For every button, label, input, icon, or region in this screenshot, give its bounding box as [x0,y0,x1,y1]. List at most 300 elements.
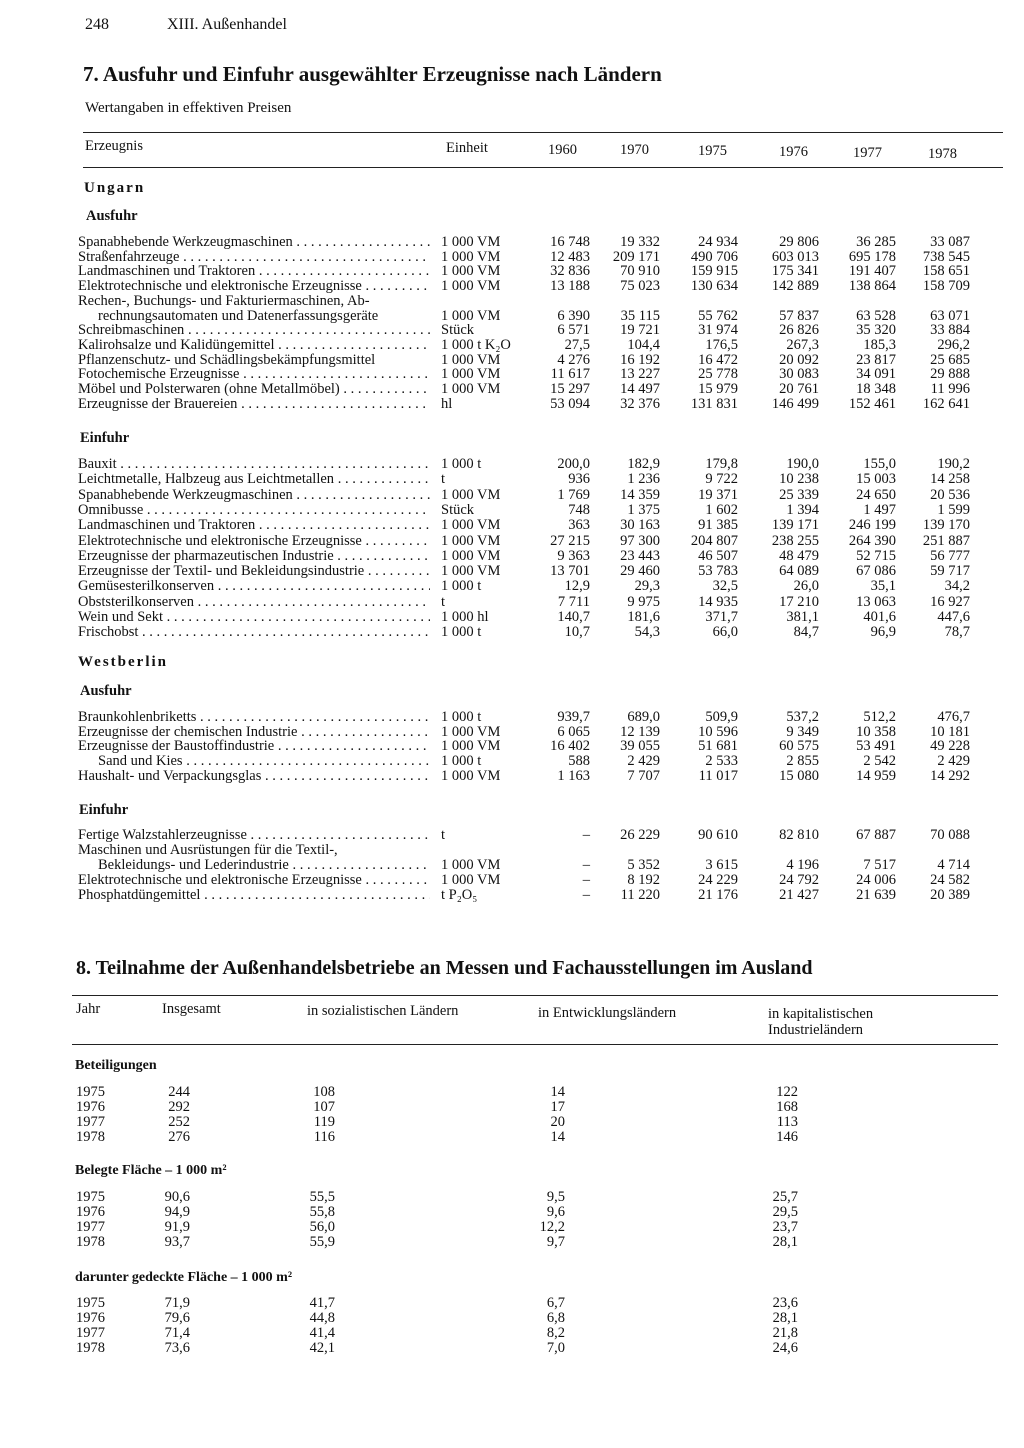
cell-1975: 14 935 [698,593,738,610]
row-label: Bekleidungs- und Lederindustrie . . . [78,858,430,873]
cell-1975: 490 706 [690,248,738,265]
row-label: Erzeugnisse der pharmazeutischen Industrie . . . [78,549,430,564]
cell-1977: 24 006 [856,872,896,888]
row-unit: t [441,593,446,610]
cell-1977: 264 390 [848,532,896,549]
cell-1960: 200,0 [557,456,590,472]
cell-1975: 32,5 [712,578,738,595]
row-year: 1975 [76,1295,105,1311]
cell-1970: 14 359 [620,486,660,503]
cell-1978: 49 228 [930,738,970,755]
row-unit: 1 000 t [441,624,482,641]
table-row [0,625,1024,640]
row-year: 1977 [76,1325,105,1341]
table-row [0,873,1024,888]
row-label: Sand und Kies . . . [78,754,430,769]
cell-1975: 176,5 [705,336,738,353]
cell-1970: 29 460 [620,563,660,580]
cell-1977: 13 063 [856,593,896,610]
cell-value: 42,1 [309,1340,335,1356]
cell-1975: 16 472 [698,351,738,368]
cell-1977: 1 497 [863,501,896,518]
table7-header-rule [83,167,1003,168]
cell-1970: 23 443 [620,547,660,564]
table-row [0,1085,1024,1100]
cell-value: 6,7 [546,1295,565,1311]
cell-1970: 29,3 [634,578,660,595]
cell-value: 23,6 [772,1295,798,1311]
cell-1970: 209 171 [612,248,660,265]
cell-1970: 39 055 [620,738,660,755]
cell-1978: 139 170 [922,517,970,534]
cell-1960: – [582,872,590,888]
cell-1978: 162 641 [922,395,970,412]
table-row [0,769,1024,784]
cell-1970: 16 192 [620,351,660,368]
row-unit: 1 000 VM [441,857,501,873]
table-row [0,579,1024,594]
cell-1960: 13 188 [550,278,590,295]
table7-title: 7. Ausfuhr und Einfuhr ausgewählter Erzeugnisse nach Ländern [83,62,662,86]
cell-1978: 251 887 [922,532,970,549]
cell-1970: 19 332 [620,234,660,250]
cell-value: 25,7 [772,1189,798,1205]
table-row [0,1235,1024,1250]
cell-1960: 10,7 [564,624,590,641]
row-year: 1975 [76,1189,105,1205]
cell-1960: 12 483 [550,248,590,265]
table-row [0,382,1024,397]
page-header [85,16,287,34]
cell-1977: 401,6 [863,609,896,625]
cell-1978: 1 599 [937,501,970,518]
cell-value: 55,9 [309,1234,335,1250]
cell-1976: 26 826 [779,322,819,339]
cell-value: 108 [313,1084,335,1100]
col-product: Erzeugnis [85,138,143,154]
cell-1960: 13 701 [550,563,590,580]
cell-1978: 33 884 [930,322,970,339]
cell-1976: 17 210 [779,593,819,610]
cell-1977: 695 178 [848,248,896,265]
cell-1976: 4 196 [786,857,819,873]
cell-1977: 35 320 [856,322,896,339]
row-label: Rechen-, Buchungs- und Fakturiermaschinen, Ab- [78,293,370,309]
row-unit: t P₂O₅ [441,887,478,903]
table-row [0,1205,1024,1220]
cell-value: 168 [776,1099,798,1115]
row-unit: 1 000 VM [441,366,501,383]
cell-1960: 588 [568,753,590,770]
cell-1977: 67 086 [856,563,896,580]
cell-1978: 2 429 [937,753,970,770]
cell-1976: 20 092 [779,351,819,368]
section-westberlin: Westberlin [78,654,168,670]
cell-1977: 14 959 [856,767,896,784]
t8-col-capitalist: in kapitalistischen Industrieländern [768,1006,874,1038]
table-row [0,710,1024,725]
cell-1976: 15 080 [779,767,819,784]
group-westberlin-einfuhr: Einfuhr [79,802,129,818]
row-label: Fertige Walzstahlerzeugnisse . . . [78,828,430,843]
row-year: 1978 [76,1234,105,1250]
cell-1960: 6 390 [557,307,590,324]
group-westberlin-ausfuhr: Ausfuhr [80,683,132,699]
row-unit: 1 000 VM [441,278,501,295]
cell-value: 9,7 [546,1234,565,1250]
cell-value: 9,6 [546,1204,565,1220]
col-year-1976: 1976 [779,144,808,160]
cell-value: 94,9 [164,1204,190,1220]
cell-1960: 4 276 [557,351,590,368]
cell-1975: 204 807 [690,532,738,549]
cell-1975: 2 533 [705,753,738,770]
cell-value: 41,4 [309,1325,335,1341]
cell-1977: 21 639 [856,887,896,903]
cell-1975: 131 831 [690,395,738,412]
cell-value: 14 [550,1129,565,1145]
cell-1977: 67 887 [856,827,896,843]
cell-1976: 9 349 [786,723,819,740]
cell-1960: 12,9 [564,578,590,595]
row-year: 1977 [76,1219,105,1235]
cell-1976: 84,7 [793,624,819,641]
row-label: Leichtmetalle, Halbzeug aus Leichtmetallen . . . [78,472,430,487]
cell-value: 276 [168,1129,190,1145]
cell-1978: 738 545 [922,248,970,265]
cell-1970: 14 497 [620,381,660,397]
table-row [0,503,1024,518]
cell-1978: 56 777 [930,547,970,564]
cell-1970: 104,4 [627,336,660,353]
table-row [0,843,1024,858]
cell-1970: 12 139 [620,723,660,740]
cell-1976: 20 761 [779,381,819,397]
cell-1976: 139 171 [771,517,819,534]
cell-value: 71,4 [164,1325,190,1341]
cell-1976: 25 339 [779,486,819,503]
cell-value: 8,2 [546,1325,565,1341]
table-row [0,1311,1024,1326]
row-label: Haushalt- und Verpackungsglas . . . [78,769,430,784]
row-label: Landmaschinen und Traktoren . . . [78,264,430,279]
table-row [0,338,1024,353]
cell-value: 119 [313,1114,335,1130]
row-label: Elektrotechnische und elektronische Erzeugnisse . . . [78,873,430,888]
cell-1960: 53 094 [550,395,590,412]
cell-1977: 23 817 [856,351,896,368]
cell-1960: – [582,887,590,903]
cell-1975: 159 915 [690,263,738,280]
row-unit: 1 000 VM [441,563,501,580]
row-unit: 1 000 VM [441,767,501,784]
cell-1978: 190,2 [937,456,970,472]
cell-1977: 35,1 [870,578,896,595]
cell-1970: 19 721 [620,322,660,339]
table-row [0,457,1024,472]
cell-1978: 11 996 [930,381,970,397]
cell-value: 113 [776,1114,798,1130]
cell-1970: 35 115 [620,307,660,324]
cell-1975: 91 385 [698,517,738,534]
t8-col-year: Jahr [76,1001,101,1017]
table-row [0,549,1024,564]
cell-1975: 11 017 [698,767,738,784]
cell-1975: 66,0 [712,624,738,641]
row-unit: 1 000 hl [441,609,489,625]
row-unit: 1 000 VM [441,532,501,549]
group-ungarn-ausfuhr: Ausfuhr [86,208,138,224]
table-row [0,534,1024,549]
cell-1970: 97 300 [620,532,660,549]
cell-1960: 1 163 [557,767,590,784]
cell-1977: 185,3 [863,336,896,353]
cell-1960: 936 [568,471,590,488]
cell-value: 252 [168,1114,190,1130]
cell-1970: 11 220 [620,887,660,903]
col-year-1960: 1960 [548,142,577,158]
row-year: 1976 [76,1310,105,1326]
row-unit: 1 000 t [441,753,482,770]
cell-1960: 27,5 [564,336,590,353]
table-row [0,1130,1024,1145]
table-row [0,472,1024,487]
cell-1970: 5 352 [627,857,660,873]
table-row [0,488,1024,503]
cell-1977: 24 650 [856,486,896,503]
row-label: Erzeugnisse der Textil- und Bekleidungsindustrie . . . [78,564,430,579]
cell-value: 79,6 [164,1310,190,1326]
row-unit: 1 000 VM [441,738,501,755]
cell-1975: 179,8 [705,456,738,472]
cell-1970: 1 236 [627,471,660,488]
cell-1975: 509,9 [705,709,738,725]
row-label: Pflanzenschutz- und Schädlingsbekämpfungsmittel [78,352,376,368]
row-unit: 1 000 t [441,709,482,725]
cell-1978: 24 582 [930,872,970,888]
cell-1960: 32 836 [550,263,590,280]
cell-1960: 939,7 [557,709,590,725]
cell-1977: 7 517 [863,857,896,873]
row-unit: 1 000 VM [441,307,501,324]
cell-1978: 20 389 [930,887,970,903]
cell-1975: 51 681 [698,738,738,755]
cell-1976: 537,2 [786,709,819,725]
cell-value: 28,1 [772,1234,798,1250]
cell-value: 91,9 [164,1219,190,1235]
cell-1978: 10 181 [930,723,970,740]
cell-1977: 246 199 [848,517,896,534]
cell-value: 24,6 [772,1340,798,1356]
cell-1976: 24 792 [779,872,819,888]
row-label: Phosphatdüngemittel . . . [78,888,430,903]
row-unit: 1 000 VM [441,517,501,534]
cell-1978: 63 071 [930,307,970,324]
row-unit: t [441,471,446,488]
cell-value: 55,5 [309,1189,335,1205]
cell-1976: 57 837 [779,307,819,324]
cell-1970: 30 163 [620,517,660,534]
row-unit: 1 000 VM [441,486,501,503]
table-row [0,888,1024,903]
cell-1960: 11 617 [550,366,590,383]
cell-value: 29,5 [772,1204,798,1220]
cell-1975: 53 783 [698,563,738,580]
cell-value: 56,0 [309,1219,335,1235]
cell-1976: 26,0 [793,578,819,595]
cell-1978: 59 717 [930,563,970,580]
cell-1976: 60 575 [779,738,819,755]
cell-1977: 155,0 [863,456,896,472]
table-row [0,1190,1024,1205]
cell-1977: 34 091 [856,366,896,383]
cell-value: 55,8 [309,1204,335,1220]
cell-1970: 1 375 [627,501,660,518]
cell-1960: 27 215 [550,532,590,549]
row-label: Gemüsesterilkonserven . . . [78,579,430,594]
cell-1970: 32 376 [620,395,660,412]
cell-1978: 70 088 [930,827,970,843]
cell-value: 17 [550,1099,565,1115]
cell-1976: 10 238 [779,471,819,488]
cell-1976: 175 341 [771,263,819,280]
group-ungarn-einfuhr: Einfuhr [80,430,130,446]
cell-value: 41,7 [309,1295,335,1311]
cell-1960: 1 769 [557,486,590,503]
row-label: Kalirohsalze und Kalidüngemittel . . . [78,338,430,353]
cell-value: 14 [550,1084,565,1100]
table-row [0,858,1024,873]
cell-1977: 63 528 [856,307,896,324]
row-year: 1976 [76,1099,105,1115]
table7-subtitle: Wertangaben in effektiven Preisen [85,100,292,116]
cell-1976: 29 806 [779,234,819,250]
page-number: 248 [85,16,109,33]
row-label: Spanabhebende Werkzeugmaschinen . . . [78,235,430,250]
table-row [0,235,1024,250]
row-unit: Stück [441,322,475,339]
cell-1977: 10 358 [856,723,896,740]
cell-1960: 6 571 [557,322,590,339]
cell-1975: 15 979 [698,381,738,397]
cell-value: 20 [550,1114,565,1130]
cell-value: 73,6 [164,1340,190,1356]
row-unit: 1 000 VM [441,263,501,280]
cell-1978: 33 087 [930,234,970,250]
cell-1976: 30 083 [779,366,819,383]
row-label: Omnibusse . . . [78,503,430,518]
cell-1978: 34,2 [944,578,970,595]
row-label: Bauxit . . . [78,457,430,472]
t8-group-belegte-flaeche: Belegte Fläche – 1 000 m² [75,1163,227,1178]
row-year: 1976 [76,1204,105,1220]
cell-1976: 142 889 [771,278,819,295]
cell-1970: 70 910 [620,263,660,280]
cell-value: 71,9 [164,1295,190,1311]
row-unit: 1 000 VM [441,547,501,564]
cell-1960: 6 065 [557,723,590,740]
cell-1976: 64 089 [779,563,819,580]
table7-top-rule [83,132,1003,133]
row-label: Erzeugnisse der chemischen Industrie . . . [78,725,430,740]
t8-col-total: Insgesamt [162,1001,221,1017]
table-row [0,1115,1024,1130]
cell-1975: 90 610 [698,827,738,843]
cell-1978: 14 258 [930,471,970,488]
cell-1975: 371,7 [705,609,738,625]
cell-1978: 16 927 [930,593,970,610]
section-ungarn: Ungarn [84,180,146,196]
cell-1960: 9 363 [557,547,590,564]
table-row [0,828,1024,843]
cell-1976: 21 427 [779,887,819,903]
row-unit: 1 000 VM [441,872,501,888]
row-label: rechnungsautomaten und Datenerfassungsgeräte [98,308,379,324]
row-label: Landmaschinen und Traktoren . . . [78,518,430,533]
cell-value: 244 [168,1084,190,1100]
row-label: Maschinen und Ausrüstungen für die Textil-, [78,843,338,858]
table-row [0,397,1024,412]
row-unit: 1 000 VM [441,381,501,397]
cell-1960: 748 [568,501,590,518]
t8-col-developing: in Entwicklungsländern [538,1005,677,1021]
cell-1960: 15 297 [550,381,590,397]
cell-1978: 29 888 [930,366,970,383]
cell-1978: 296,2 [937,336,970,353]
cell-1970: 182,9 [627,456,660,472]
cell-1976: 603 013 [771,248,819,265]
cell-1975: 130 634 [690,278,738,295]
cell-1970: 181,6 [627,609,660,625]
table8-top-rule [72,995,998,996]
cell-1977: 2 542 [863,753,896,770]
cell-1975: 19 371 [698,486,738,503]
row-label: Obststerilkonserven . . . [78,595,430,610]
row-label: Möbel und Polsterwaren (ohne Metallmöbel) . . . [78,382,430,397]
table-row [0,323,1024,338]
col-unit: Einheit [446,140,488,156]
chapter-title: XIII. Außenhandel [167,16,287,33]
cell-value: 93,7 [164,1234,190,1250]
cell-value: 12,2 [539,1219,565,1235]
cell-1977: 191 407 [848,263,896,280]
row-year: 1978 [76,1129,105,1145]
col-year-1975: 1975 [698,143,727,159]
cell-1960: 140,7 [557,609,590,625]
cell-1970: 13 227 [620,366,660,383]
row-unit: 1 000 VM [441,351,501,368]
table-row [0,1296,1024,1311]
table-row [0,518,1024,533]
row-label: Wein und Sekt . . . [78,610,430,625]
t8-group-gedeckte-flaeche: darunter gedeckte Fläche – 1 000 m² [75,1270,293,1285]
cell-1976: 238 255 [771,532,819,549]
cell-1976: 381,1 [786,609,819,625]
row-unit: 1 000 t [441,456,482,472]
cell-1976: 48 479 [779,547,819,564]
row-label: Fotochemische Erzeugnisse . . . [78,367,430,382]
row-label: Spanabhebende Werkzeugmaschinen . . . [78,488,430,503]
cell-value: 21,8 [772,1325,798,1341]
row-unit: Stück [441,501,475,518]
cell-1975: 9 722 [705,471,738,488]
cell-1970: 75 023 [620,278,660,295]
cell-1978: 158 709 [922,278,970,295]
cell-value: 146 [776,1129,798,1145]
table-row [0,1341,1024,1356]
row-unit: hl [441,395,453,412]
cell-1976: 146 499 [771,395,819,412]
